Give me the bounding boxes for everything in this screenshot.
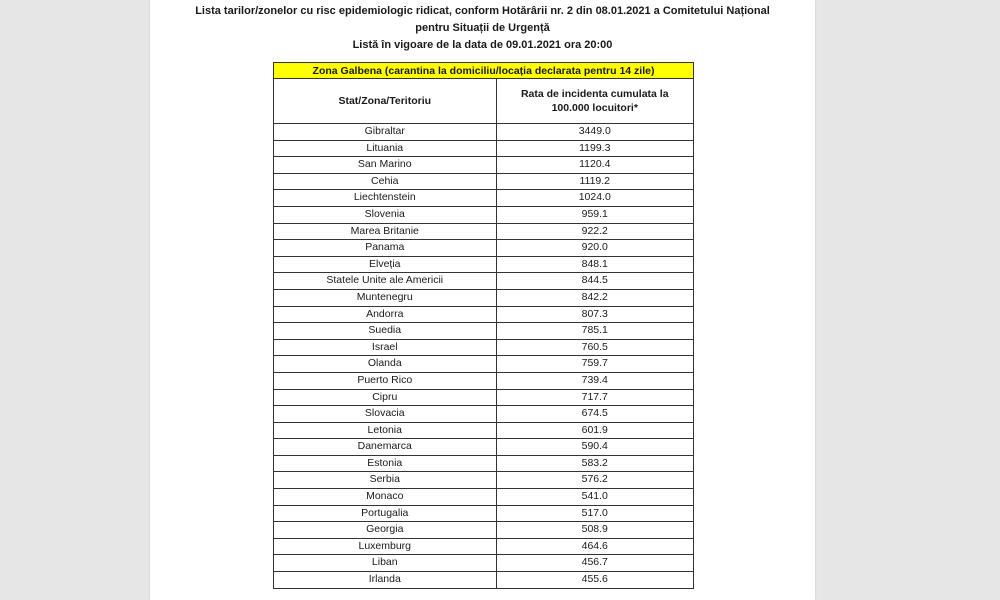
rate-cell: 517.0	[496, 505, 693, 522]
rate-cell: 1024.0	[496, 190, 693, 207]
rate-cell: 674.5	[496, 406, 693, 423]
country-cell: Letonia	[274, 422, 497, 439]
table-row	[274, 339, 694, 356]
column-header-rate	[496, 79, 693, 124]
rate-cell: 922.2	[496, 223, 693, 240]
column-header-country: Stat/Zona/Teritoriu	[274, 79, 497, 124]
rate-cell: 576.2	[496, 472, 693, 489]
country-cell: Slovacia	[274, 406, 497, 423]
document-header	[150, 3, 815, 54]
table-row	[274, 439, 694, 456]
country-cell: Statele Unite ale Americii	[274, 273, 497, 290]
rate-cell: 759.7	[496, 356, 693, 373]
header-title-line-2: pentru Situații de Urgență	[415, 22, 550, 34]
table-row	[274, 489, 694, 506]
document-page	[150, 0, 815, 600]
country-cell: Panama	[274, 240, 497, 257]
rate-cell: 583.2	[496, 455, 693, 472]
table-row	[274, 157, 694, 174]
rate-cell: 455.6	[496, 572, 693, 589]
zone-label: Zona Galbena (carantina la domiciliu/locația declarata pentru 14 zile)	[274, 63, 694, 79]
country-cell: Muntenegru	[274, 289, 497, 306]
rate-cell: 807.3	[496, 306, 693, 323]
table-row	[274, 240, 694, 257]
country-cell: Liechtenstein	[274, 190, 497, 207]
rate-cell: 848.1	[496, 256, 693, 273]
country-cell: Luxemburg	[274, 538, 497, 555]
rate-cell: 760.5	[496, 339, 693, 356]
country-cell: Marea Britanie	[274, 223, 497, 240]
risk-zone-table	[273, 62, 694, 589]
rate-cell: 601.9	[496, 422, 693, 439]
rate-cell: 1119.2	[496, 173, 693, 190]
country-cell: Slovenia	[274, 206, 497, 223]
table-row	[274, 538, 694, 555]
country-cell: Liban	[274, 555, 497, 572]
country-cell: Cehia	[274, 173, 497, 190]
country-cell: Puerto Rico	[274, 372, 497, 389]
header-validity-line: Listă în vigoare de la data de 09.01.2021 ora 20:00	[352, 39, 613, 51]
country-cell: Olanda	[274, 356, 497, 373]
table-row	[274, 256, 694, 273]
table-row	[274, 323, 694, 340]
column-header-rate-line-1: Rata de incidenta cumulata la	[520, 88, 669, 100]
table-row	[274, 389, 694, 406]
table-row	[274, 124, 694, 141]
rate-cell: 739.4	[496, 372, 693, 389]
table-row	[274, 555, 694, 572]
column-header-rate-line-2: 100.000 locuitori*	[551, 102, 638, 114]
rate-cell: 920.0	[496, 240, 693, 257]
table-row	[274, 190, 694, 207]
table-row	[274, 522, 694, 539]
table-header-row	[274, 79, 694, 124]
rate-cell: 842.2	[496, 289, 693, 306]
country-cell: Monaco	[274, 489, 497, 506]
rate-cell: 456.7	[496, 555, 693, 572]
rate-cell: 541.0	[496, 489, 693, 506]
rate-cell: 1199.3	[496, 140, 693, 157]
table-row	[274, 422, 694, 439]
country-cell: Lituania	[274, 140, 497, 157]
rate-cell: 844.5	[496, 273, 693, 290]
country-cell: Cipru	[274, 389, 497, 406]
rate-cell: 464.6	[496, 538, 693, 555]
country-cell: Andorra	[274, 306, 497, 323]
table-row	[274, 406, 694, 423]
country-cell: Danemarca	[274, 439, 497, 456]
rate-cell: 717.7	[496, 389, 693, 406]
rate-cell: 1120.4	[496, 157, 693, 174]
table-row	[274, 356, 694, 373]
rate-cell: 785.1	[496, 323, 693, 340]
country-cell: Georgia	[274, 522, 497, 539]
table-row	[274, 173, 694, 190]
country-cell: Serbia	[274, 472, 497, 489]
table-row	[274, 206, 694, 223]
rate-cell: 3449.0	[496, 124, 693, 141]
table-row	[274, 372, 694, 389]
table-row	[274, 140, 694, 157]
rate-cell: 508.9	[496, 522, 693, 539]
country-cell: Israel	[274, 339, 497, 356]
table-row	[274, 306, 694, 323]
table-row	[274, 572, 694, 589]
country-cell: San Marino	[274, 157, 497, 174]
header-title-line-1: Lista tarilor/zonelor cu risc epidemiologic ridicat, conform Hotărârii nr. 2 din 08.01.2021 a Comitetului Național	[195, 5, 770, 17]
country-cell: Gibraltar	[274, 124, 497, 141]
table-row	[274, 273, 694, 290]
table-row	[274, 289, 694, 306]
table-row	[274, 223, 694, 240]
rate-cell: 590.4	[496, 439, 693, 456]
rate-cell: 959.1	[496, 206, 693, 223]
country-cell: Suedia	[274, 323, 497, 340]
table-row	[274, 505, 694, 522]
zone-heading-row	[274, 63, 694, 79]
country-cell: Estonia	[274, 455, 497, 472]
country-cell: Elveția	[274, 256, 497, 273]
country-cell: Portugalia	[274, 505, 497, 522]
table-row	[274, 472, 694, 489]
country-cell: Irlanda	[274, 572, 497, 589]
table-body	[274, 124, 694, 589]
table-row	[274, 455, 694, 472]
